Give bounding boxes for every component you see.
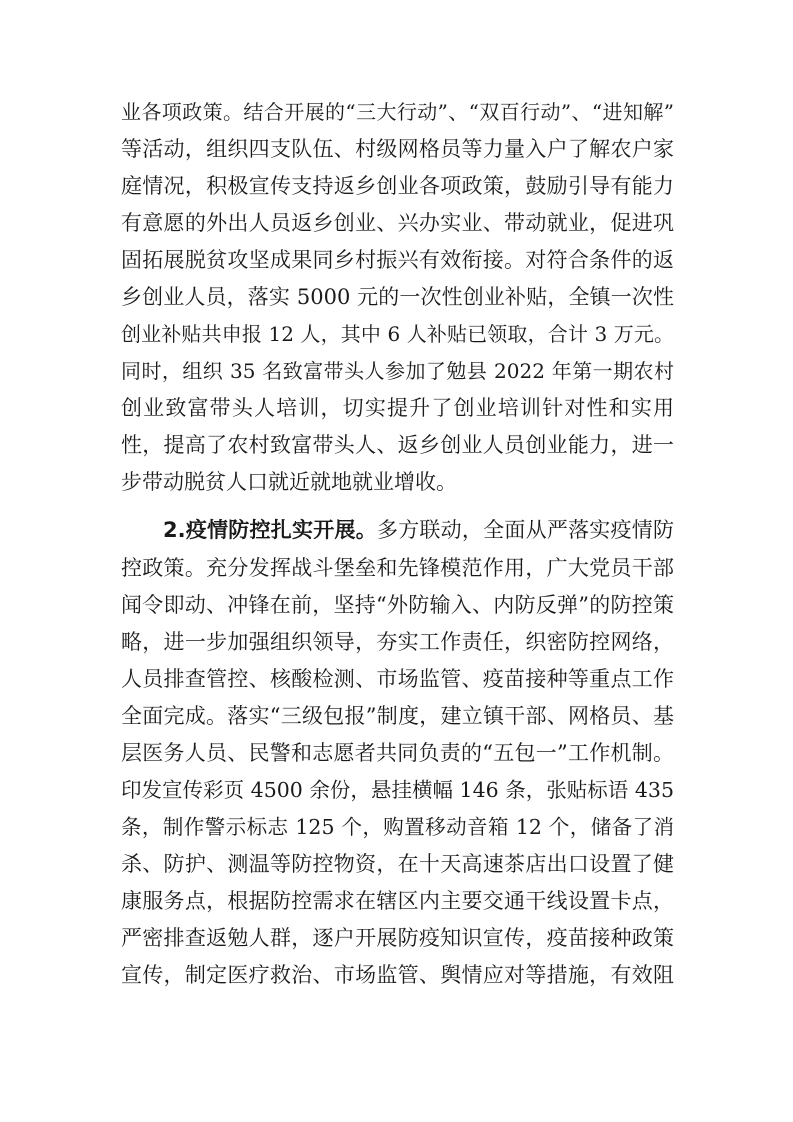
paragraph-1-line-9: 创业致富带头人培训，切实提升了创业培训针对性和实用 — [121, 396, 674, 420]
paragraph-2-line-10: 杀、防护、测温等防控物资，在十天高速茶店出口设置了健 — [121, 852, 674, 876]
paragraph-2-line-13: 宣传，制定医疗救治、市场监管、舆情应对等措施，有效阻 — [121, 963, 674, 987]
paragraph-1-line-8: 同时，组织 35 名致富带头人参加了勉县 2022 年第一期农村 — [121, 359, 674, 383]
paragraph-2-line-3: 闻令即动、冲锋在前，坚持“外防输入、内防反弹”的防控策 — [121, 593, 674, 617]
paragraph-1-line-2: 等活动，组织四支队伍、村级网格员等力量入户了解农户家 — [121, 137, 674, 161]
paragraph-2-line-11: 康服务点，根据防控需求在辖区内主要交通干线设置卡点， — [121, 889, 674, 913]
paragraph-2-line-2: 控政策。充分发挥战斗堡垒和先锋模范作用，广大党员干部 — [121, 556, 674, 580]
paragraph-1-line-10: 性，提高了农村致富带头人、返乡创业人员创业能力，进一 — [121, 433, 674, 457]
paragraph-1-line-1: 业各项政策。结合开展的“三大行动”、“双百行动”、“进知解” — [121, 100, 674, 124]
paragraph-2-line-6: 全面完成。落实“三级包报”制度，建立镇干部、网格员、基 — [121, 704, 674, 728]
paragraph-2-line-1 — [163, 512, 674, 548]
paragraph-1-line-6: 乡创业人员，落实 5000 元的一次性创业补贴，全镇一次性 — [121, 285, 674, 309]
paragraph-2-line-4: 略，进一步加强组织领导，夯实工作责任，织密防控网络， — [121, 630, 674, 654]
section-heading: 2.疫情防控扎实开展。 — [163, 518, 377, 542]
paragraph-2-line-5: 人员排查管控、核酸检测、市场监管、疫苗接种等重点工作 — [121, 667, 674, 691]
paragraph-2-line-8: 印发宣传彩页 4500 余份，悬挂横幅 146 条，张贴标语 435 — [121, 778, 674, 802]
paragraph-1-line-4: 有意愿的外出人员返乡创业、兴办实业、带动就业，促进巩 — [121, 211, 674, 235]
paragraph-1-line-11: 步带动脱贫人口就近就地就业增收。 — [121, 470, 457, 494]
paragraph-2-line-7: 层医务人员、民警和志愿者共同负责的“五包一”工作机制。 — [121, 741, 674, 765]
paragraph-1-line-7: 创业补贴共申报 12 人，其中 6 人补贴已领取，合计 3 万元。 — [121, 322, 674, 346]
paragraph-1-line-5: 固拓展脱贫攻坚成果同乡村振兴有效衔接。对符合条件的返 — [121, 248, 674, 272]
paragraph-2-line-12: 严密排查返勉人群，逐户开展防疫知识宣传，疫苗接种政策 — [121, 926, 674, 950]
paragraph-1-line-3: 庭情况，积极宣传支持返乡创业各项政策，鼓励引导有能力 — [121, 174, 674, 198]
paragraph-2-line-9: 条，制作警示标志 125 个，购置移动音箱 12 个，储备了消 — [121, 815, 674, 839]
paragraph-2-line-1-text: 多方联动，全面从严落实疫情防 — [376, 518, 674, 542]
